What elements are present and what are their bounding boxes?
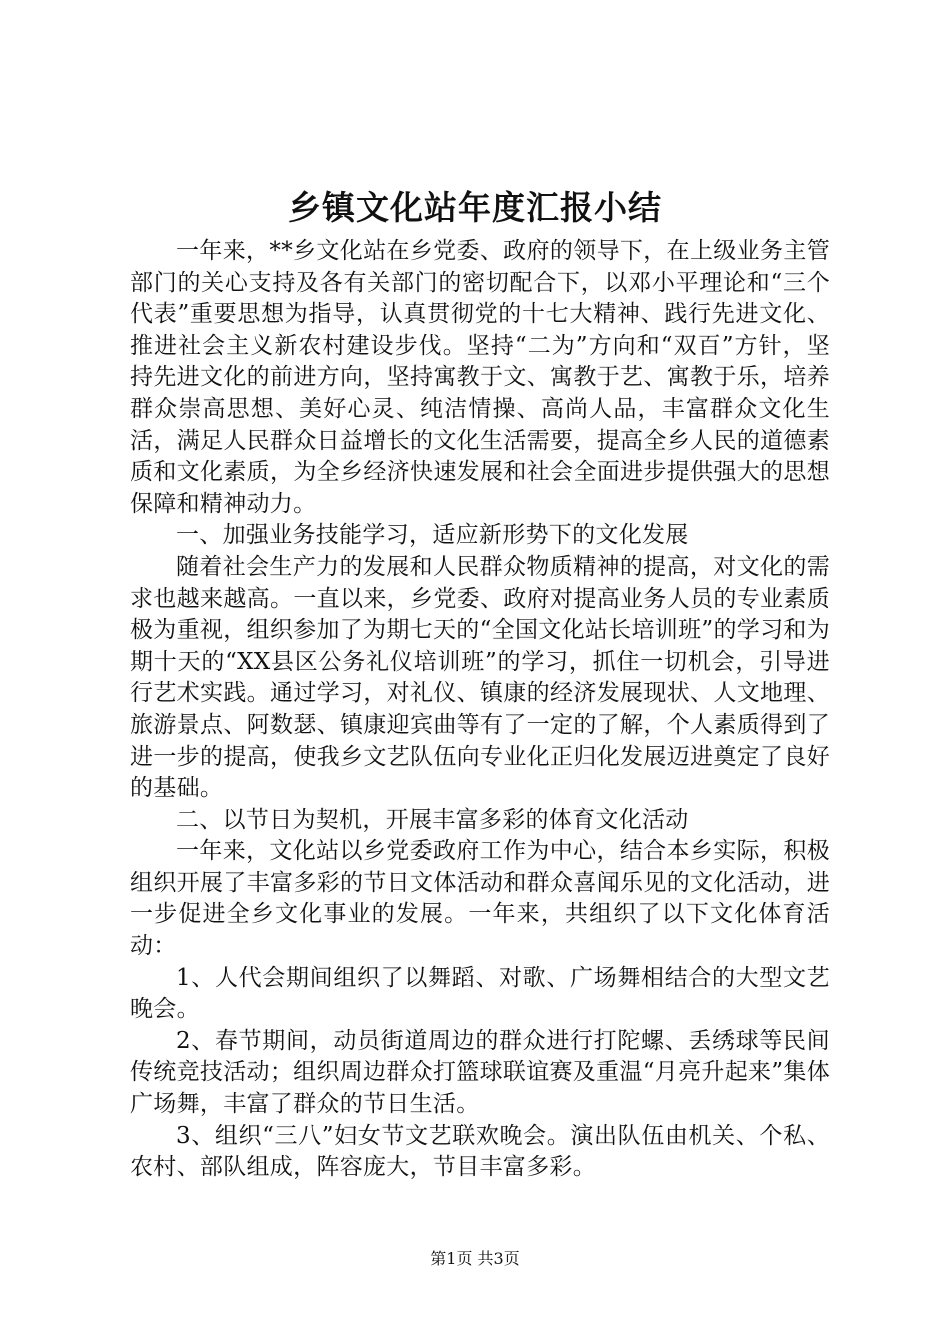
section-heading-1: 一、加强业务技能学习，适应新形势下的文化发展 — [176, 522, 689, 549]
section-2-paragraph: 一年来，文化站以乡党委政府工作为中心，结合本乡实际，积极组织开展了丰富多彩的节日文体活动和群众喜闻乐见的文化活动，进一步促进全乡文化事业的发展。一年来，共组织了以下文化体育活动： — [130, 838, 830, 960]
section-1-paragraph: 随着社会生产力的发展和人民群众物质精神的提高，对文化的需求也越来越高。一直以来，乡党委、政府对提高业务人员的专业素质极为重视，组织参加了为期七天的“全国文化站长培训班”的学习和为期十天的“XX县区公务礼仪培训班”的学习，抓住一切机会，引导进行艺术实践。通过学习，对礼仪、镇康的经济发展现状、人文地理、旅游景点、阿数瑟、镇康迎宾曲等有了一定的了解，个人素质得到了进一步的提高，使我乡文艺队伍向专业化正归化发展迈进奠定了良好的基础。 — [130, 553, 830, 802]
section-heading-2: 二、以节日为契机，开展丰富多彩的体育文化活动 — [176, 806, 689, 833]
intro-paragraph: 一年来，**乡文化站在乡党委、政府的领导下，在上级业务主管部门的关心支持及各有关部门的密切配合下，以邓小平理论和“三个代表”重要思想为指导，认真贯彻党的十七大精神、践行先进文化、推进社会主义新农村建设步伐。坚持“二为”方向和“双百”方针，坚持先进文化的前进方向，坚持寓教于文、寓教于艺、寓教于乐，培养群众崇高思想、美好心灵、纯洁情操、高尚人品，丰富群众文化生活，满足人民群众日益增长的文化生活需要，提高全乡人民的道德素质和文化素质，为全乡经济快速发展和社会全面进步提供强大的思想保障和精神动力。 — [130, 238, 830, 517]
document-body — [130, 236, 830, 1184]
document-title: 乡镇文化站年度汇报小结 — [288, 188, 662, 227]
activity-item-1: 1、人代会期间组织了以舞蹈、对歌、广场舞相结合的大型文艺晚会。 — [130, 964, 830, 1023]
activity-item-3: 3、组织“三八”妇女节文艺联欢晚会。演出队伍由机关、个私、农村、部队组成，阵容庞大，节目丰富多彩。 — [130, 1122, 830, 1181]
activity-item-2: 2、春节期间，动员街道周边的群众进行打陀螺、丢绣球等民间传统竞技活动；组织周边群众打篮球联谊赛及重温“月亮升起来”集体广场舞，丰富了群众的节日生活。 — [130, 1027, 830, 1118]
page-footer: 第1页 共3页 — [430, 1249, 520, 1268]
